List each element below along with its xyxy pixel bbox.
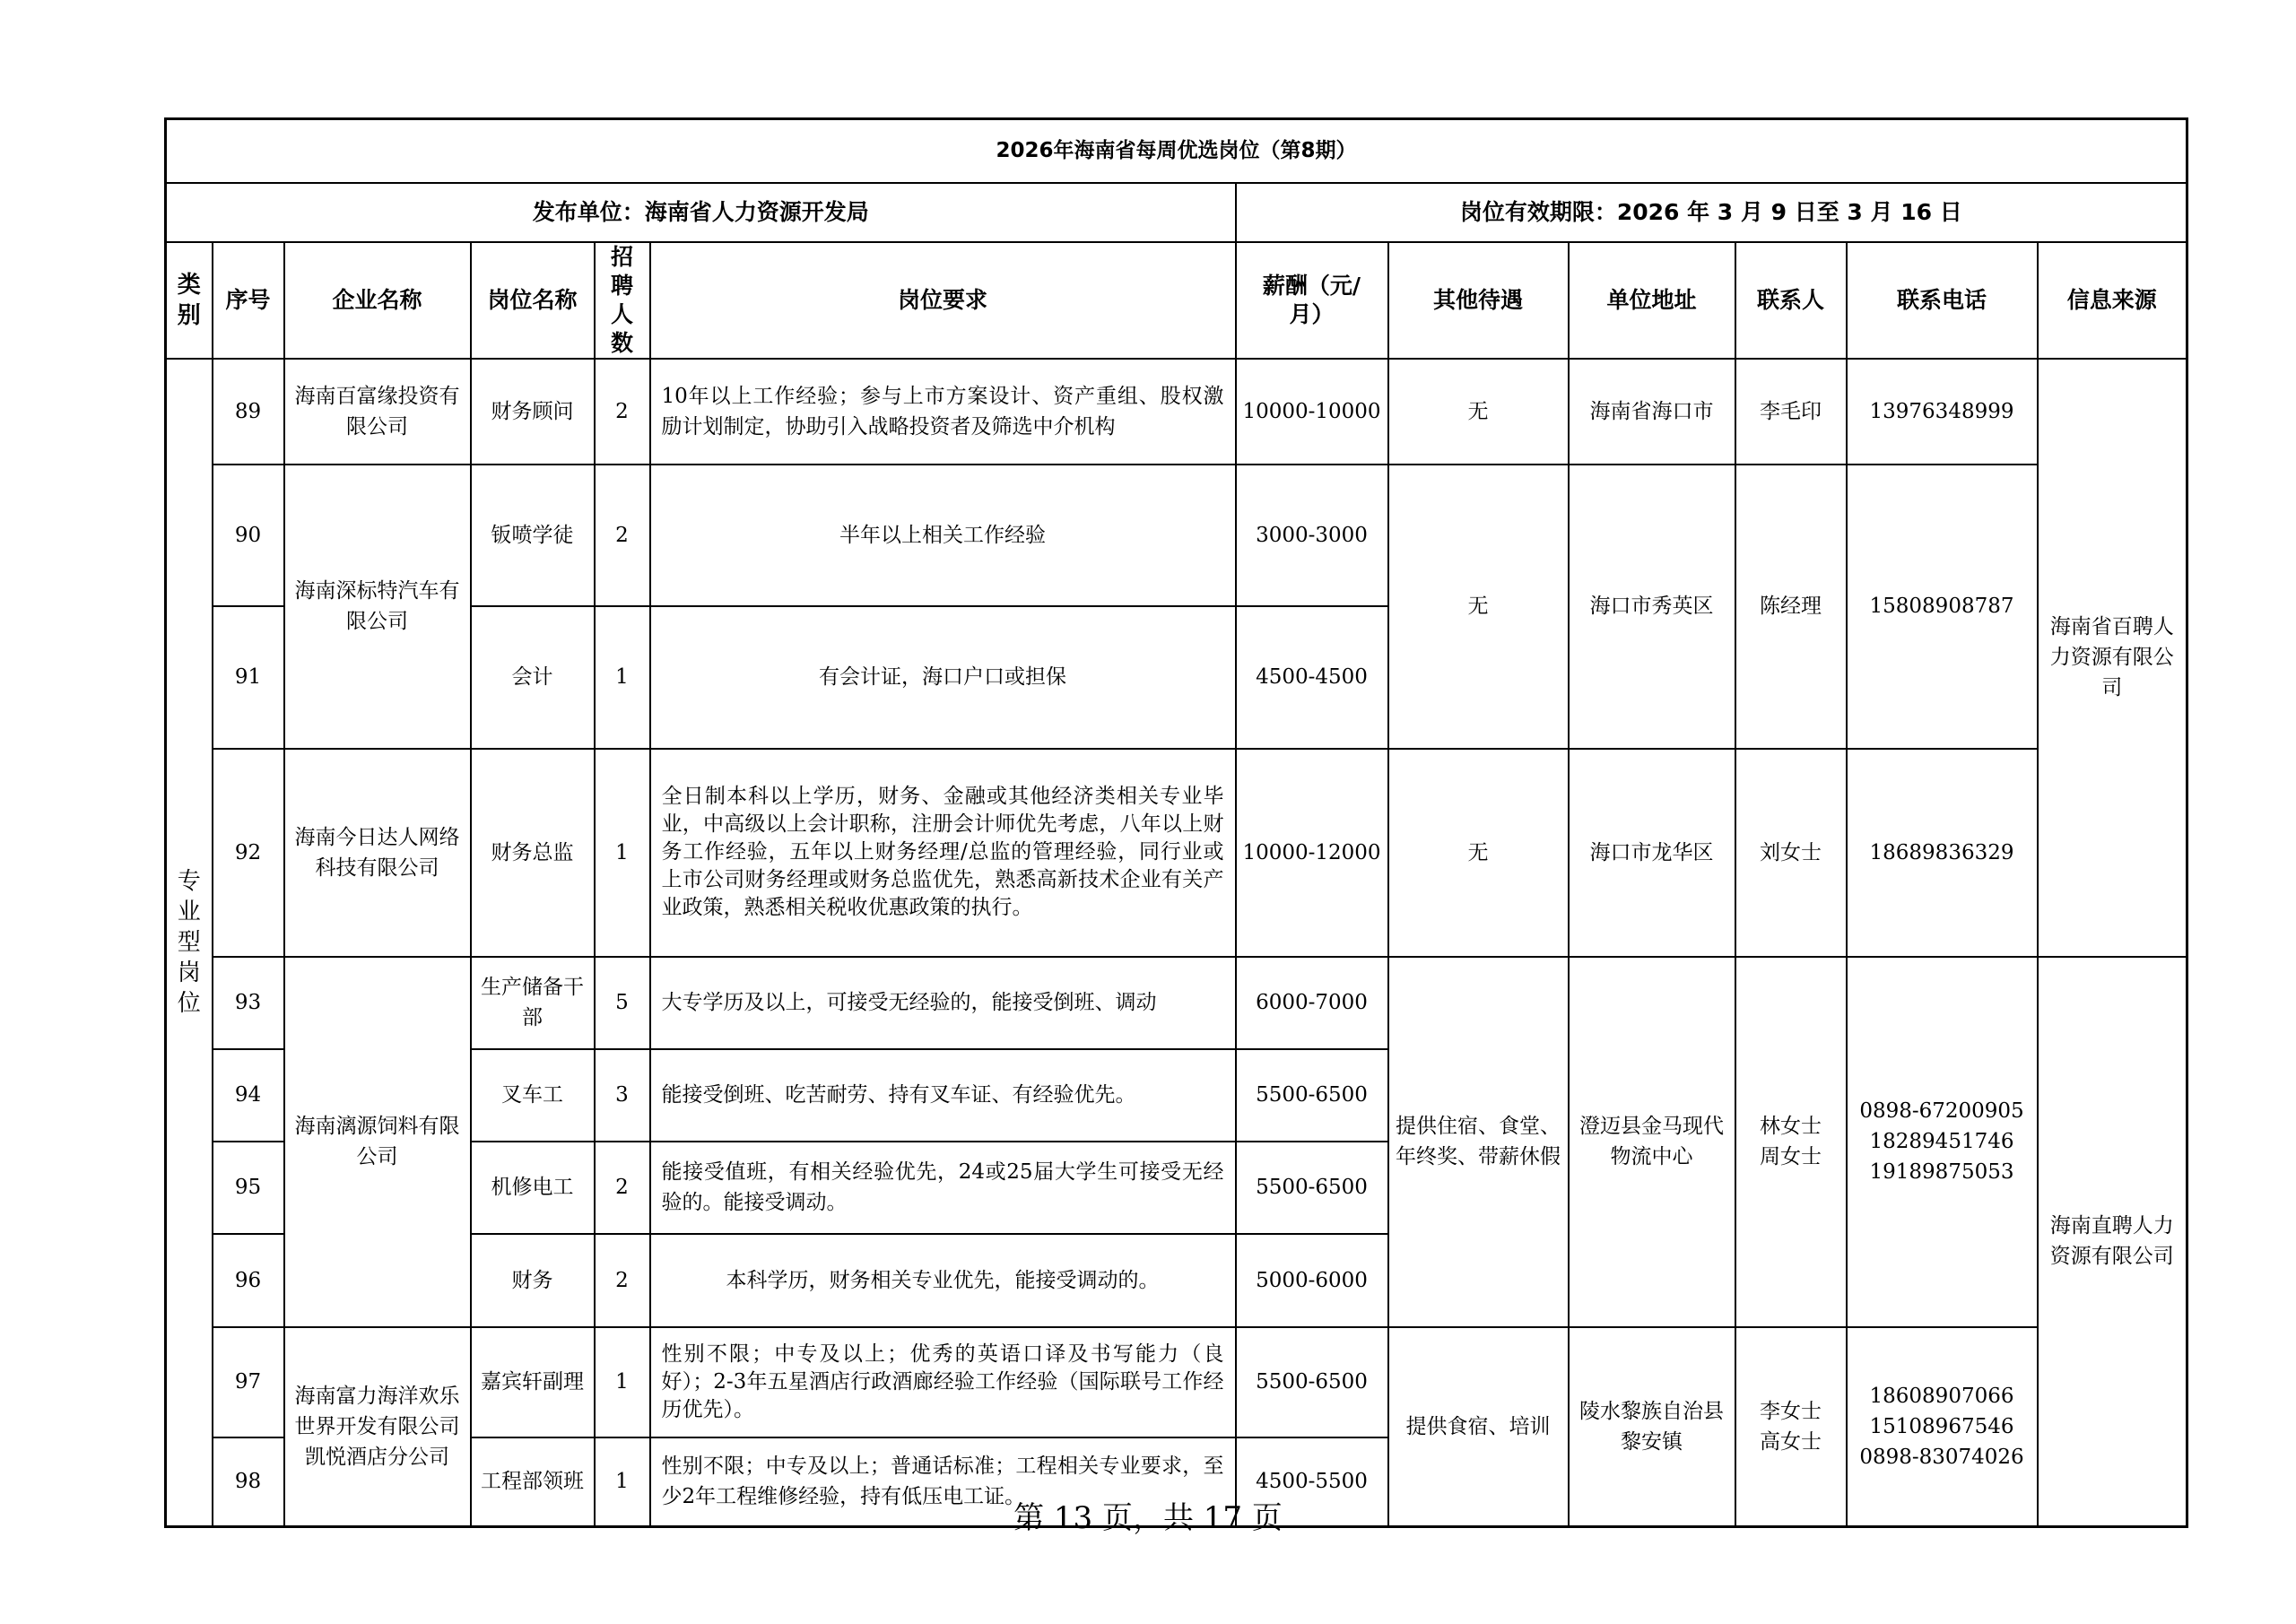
header-source: 信息来源 — [2038, 242, 2187, 359]
contact-name: 李女士 — [1760, 1399, 1822, 1423]
source-cell: 海南省百聘人力资源有限公司 — [2038, 359, 2187, 957]
salary-cell: 10000-10000 — [1236, 359, 1388, 465]
seq-cell: 96 — [213, 1234, 284, 1327]
position-cell: 财务 — [471, 1234, 595, 1327]
position-cell: 机修电工 — [471, 1142, 595, 1234]
position-cell: 生产储备干部 — [471, 957, 595, 1049]
seq-cell: 91 — [213, 606, 284, 749]
phone-number: 18289451746 — [1869, 1130, 2014, 1153]
contact-cell — [1735, 957, 1847, 1327]
company-cell: 海南百富缘投资有限公司 — [284, 359, 471, 465]
address-cell: 澄迈县金马现代物流中心 — [1569, 957, 1735, 1327]
benefits-cell: 无 — [1388, 749, 1569, 957]
salary-cell: 4500-4500 — [1236, 606, 1388, 749]
count-cell: 1 — [595, 1437, 650, 1527]
header-address: 单位地址 — [1569, 242, 1735, 359]
position-cell: 会计 — [471, 606, 595, 749]
seq-cell: 90 — [213, 465, 284, 606]
seq-cell: 95 — [213, 1142, 284, 1234]
seq-cell: 89 — [213, 359, 284, 465]
table-row — [166, 957, 2187, 1049]
count-cell: 2 — [595, 465, 650, 606]
position-cell: 钣喷学徒 — [471, 465, 595, 606]
header-salary: 薪酬（元/月） — [1236, 242, 1388, 359]
requirement-cell: 大专学历及以上，可接受无经验的，能接受倒班、调动 — [650, 957, 1236, 1049]
phone-number: 0898-67200905 — [1859, 1099, 2024, 1123]
benefits-cell: 无 — [1388, 465, 1569, 749]
header-requirement: 岗位要求 — [650, 242, 1236, 359]
position-cell: 财务顾问 — [471, 359, 595, 465]
contact-cell: 李毛印 — [1735, 359, 1847, 465]
contact-name: 周女士 — [1760, 1145, 1822, 1168]
requirement-cell: 本科学历，财务相关专业优先，能接受调动的。 — [650, 1234, 1236, 1327]
address-cell: 陵水黎族自治县黎安镇 — [1569, 1327, 1735, 1527]
salary-cell: 10000-12000 — [1236, 749, 1388, 957]
phone-cell: 13976348999 — [1847, 359, 2038, 465]
company-cell: 海南今日达人网络科技有限公司 — [284, 749, 471, 957]
phone-number: 19189875053 — [1869, 1160, 2014, 1184]
requirement-cell: 能接受倒班、吃苦耐劳、持有叉车证、有经验优先。 — [650, 1049, 1236, 1142]
count-cell: 2 — [595, 359, 650, 465]
count-cell: 1 — [595, 749, 650, 957]
count-cell: 1 — [595, 1327, 650, 1437]
position-cell: 叉车工 — [471, 1049, 595, 1142]
phone-number: 0898-83074026 — [1859, 1445, 2024, 1469]
contact-cell: 刘女士 — [1735, 749, 1847, 957]
salary-cell: 4500-5500 — [1236, 1437, 1388, 1527]
phone-cell: 15808908787 — [1847, 465, 2038, 749]
table-row — [166, 359, 2187, 465]
requirement-cell: 有会计证，海口户口或担保 — [650, 606, 1236, 749]
benefits-cell: 无 — [1388, 359, 1569, 465]
header-category: 类别 — [166, 242, 213, 359]
count-cell: 2 — [595, 1234, 650, 1327]
address-cell: 海口市龙华区 — [1569, 749, 1735, 957]
seq-cell: 93 — [213, 957, 284, 1049]
requirement-cell: 能接受值班，有相关经验优先，24或25届大学生可接受无经验的。能接受调动。 — [650, 1142, 1236, 1234]
requirement-cell: 性别不限；中专及以上；普通话标准；工程相关专业要求，至少2年工程维修经验，持有低压电工证。 — [650, 1437, 1236, 1527]
header-count: 招聘人数 — [595, 242, 650, 359]
table-row — [166, 749, 2187, 957]
header-seq: 序号 — [213, 242, 284, 359]
salary-cell: 5500-6500 — [1236, 1327, 1388, 1437]
phone-cell — [1847, 957, 2038, 1327]
header-position: 岗位名称 — [471, 242, 595, 359]
address-cell: 海口市秀英区 — [1569, 465, 1735, 749]
position-cell: 工程部领班 — [471, 1437, 595, 1527]
publisher: 发布单位：海南省人力资源开发局 — [166, 183, 1236, 242]
salary-cell: 5000-6000 — [1236, 1234, 1388, 1327]
header-company: 企业名称 — [284, 242, 471, 359]
source-cell: 海南直聘人力资源有限公司 — [2038, 957, 2187, 1527]
phone-cell: 18689836329 — [1847, 749, 2038, 957]
seq-cell: 92 — [213, 749, 284, 957]
header-benefits: 其他待遇 — [1388, 242, 1569, 359]
salary-cell: 5500-6500 — [1236, 1142, 1388, 1234]
company-cell: 海南富力海洋欢乐世界开发有限公司凯悦酒店分公司 — [284, 1327, 471, 1527]
table-title: 2026年海南省每周优选岗位（第8期） — [166, 119, 2187, 183]
company-cell: 海南深标特汽车有限公司 — [284, 465, 471, 749]
header-contact: 联系人 — [1735, 242, 1847, 359]
company-cell: 海南漓源饲料有限公司 — [284, 957, 471, 1327]
table-row — [166, 465, 2187, 606]
contact-name: 高女士 — [1760, 1429, 1822, 1454]
benefits-cell: 提供住宿、食堂、年终奖、带薪休假 — [1388, 957, 1569, 1327]
requirement-cell: 全日制本科以上学历，财务、金融或其他经济类相关专业毕业，中高级以上会计职称，注册会计师优先考虑，八年以上财务工作经验，五年以上财务经理/总监的管理经验，同行业或上市公司财务经理或财务总监优先，熟悉高新技术企业有关产业政策，熟悉相关税收优惠政策的执行。 — [650, 749, 1236, 957]
salary-cell: 3000-3000 — [1236, 465, 1388, 606]
seq-cell: 94 — [213, 1049, 284, 1142]
count-cell: 5 — [595, 957, 650, 1049]
seq-cell: 98 — [213, 1437, 284, 1527]
count-cell: 2 — [595, 1142, 650, 1234]
seq-cell: 97 — [213, 1327, 284, 1437]
benefits-cell: 提供食宿、培训 — [1388, 1327, 1569, 1527]
validity-period: 岗位有效期限：2026 年 3 月 9 日至 3 月 16 日 — [1236, 183, 2187, 242]
position-cell: 财务总监 — [471, 749, 595, 957]
header-phone: 联系电话 — [1847, 242, 2038, 359]
count-cell: 3 — [595, 1049, 650, 1142]
requirement-cell: 10年以上工作经验；参与上市方案设计、资产重组、股权激励计划制定，协助引入战略投资者及筛选中介机构 — [650, 359, 1236, 465]
salary-cell: 5500-6500 — [1236, 1049, 1388, 1142]
requirement-cell: 半年以上相关工作经验 — [650, 465, 1236, 606]
count-cell: 1 — [595, 606, 650, 749]
phone-number: 18608907066 — [1869, 1384, 2014, 1408]
address-cell: 海南省海口市 — [1569, 359, 1735, 465]
phone-number: 15108967546 — [1869, 1414, 2014, 1438]
contact-cell: 陈经理 — [1735, 465, 1847, 749]
requirement-cell: 性别不限；中专及以上；优秀的英语口译及书写能力（良好）；2-3年五星酒店行政酒廊经验工作经验（国际联号工作经历优先）。 — [650, 1327, 1236, 1437]
table-row — [166, 1327, 2187, 1437]
position-cell: 嘉宾轩副理 — [471, 1327, 595, 1437]
page-number: 第 13 页，共 17 页 — [1013, 1500, 1283, 1536]
job-table — [164, 117, 2188, 1528]
category-cell: 专业型岗位 — [166, 359, 213, 1527]
contact-name: 林女士 — [1760, 1115, 1822, 1138]
salary-cell: 6000-7000 — [1236, 957, 1388, 1049]
